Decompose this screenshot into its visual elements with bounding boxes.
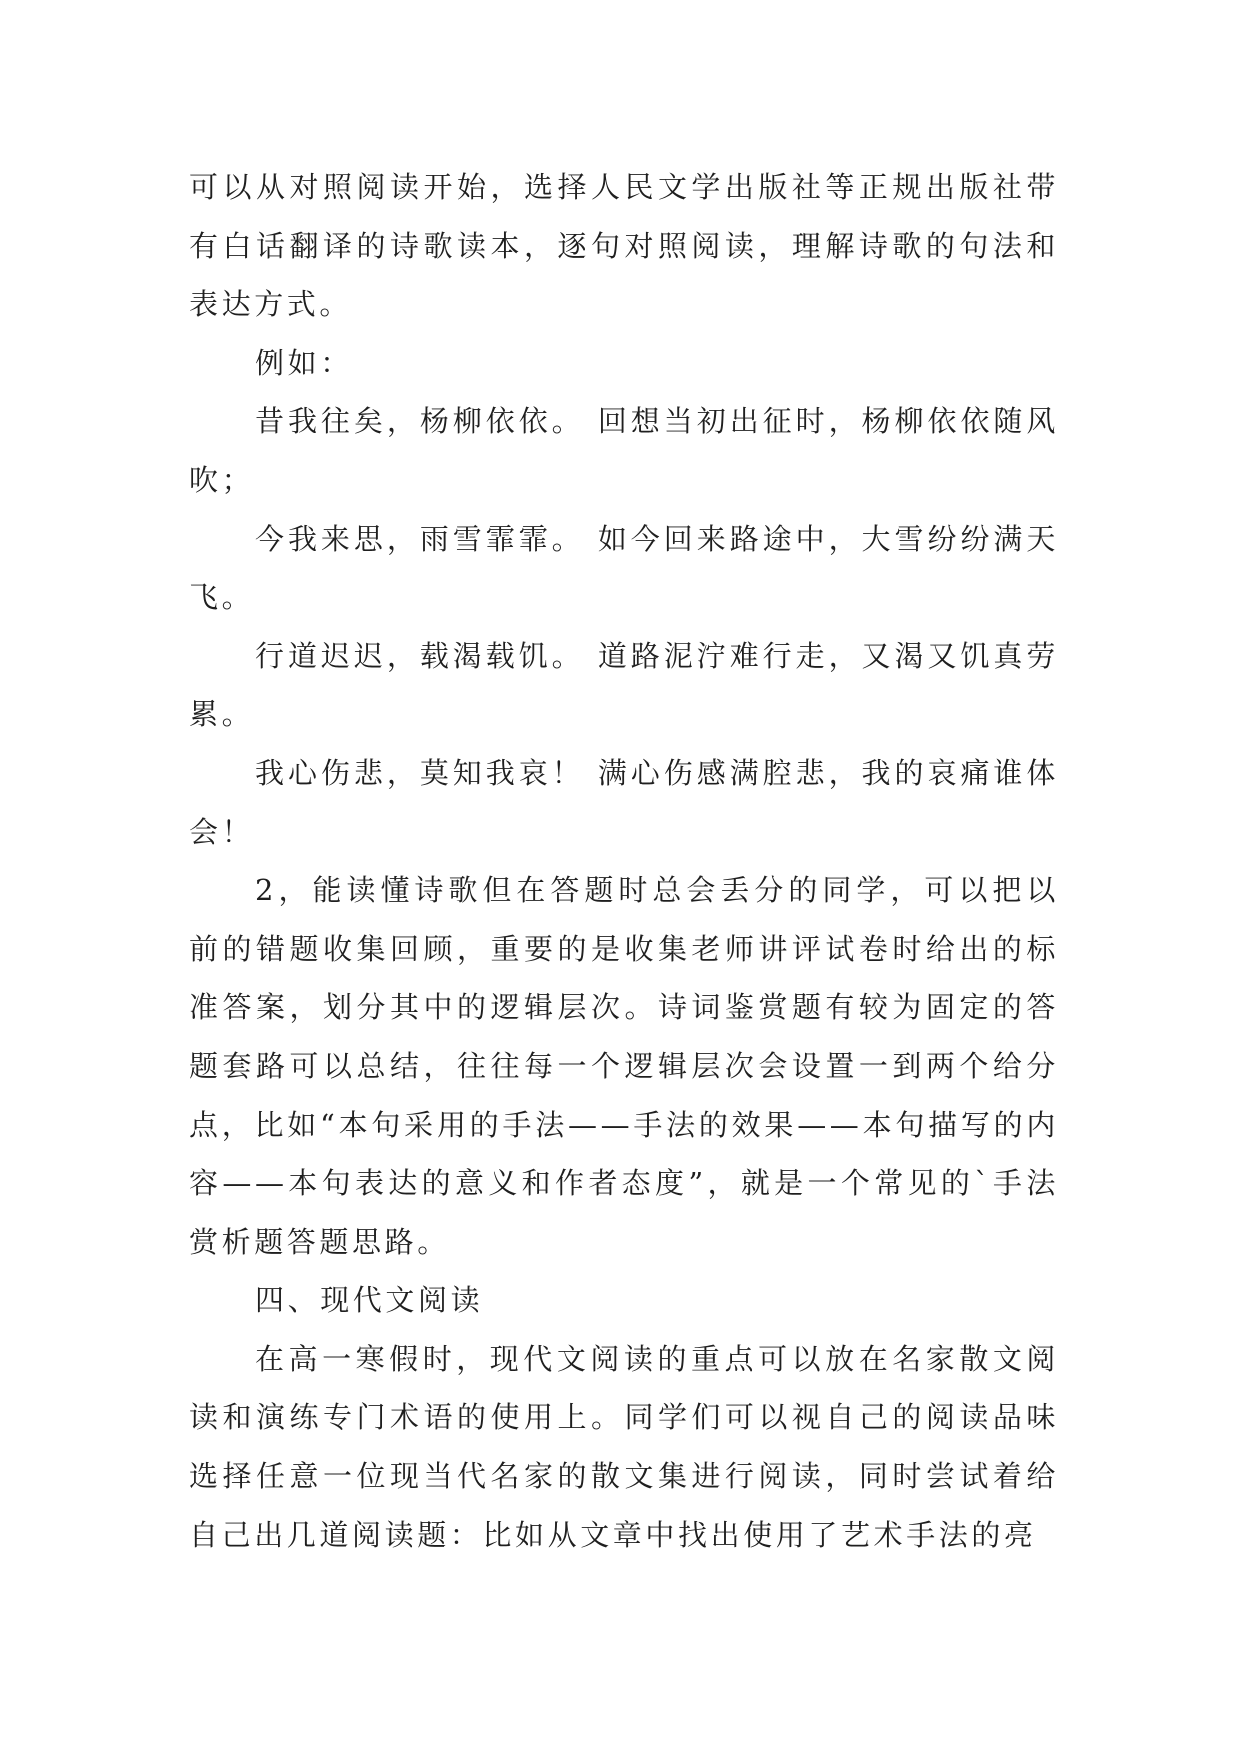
paragraph-example-label: 例如： (255, 345, 353, 380)
paragraph-poem-line-1: 昔我往矣，杨柳依依。 回想当初出征时，杨柳依依随风吹； (189, 404, 1059, 497)
paragraph-poem-line-3: 行道迟迟，载渴载饥。 道路泥泞难行走，又渴又饥真劳累。 (189, 638, 1059, 732)
paragraph-intro: 可以从对照阅读开始，选择人民文学出版社等正规出版社带有白话翻译的诗歌读本，逐句对照阅读，理解诗歌的句法和表达方式。 (189, 170, 1059, 322)
body-text (189, 158, 1059, 1564)
paragraph-tip-2: 2，能读懂诗歌但在答题时总会丢分的同学，可以把以前的错题收集回顾，重要的是收集老师讲评试卷时给出的标准答案，划分其中的逻辑层次。诗词鉴赏题有较为固定的答题套路可以总结，往往每一个逻辑层次会设置一到两个给分点，比如“本句采用的手法——手法的效果——本句描写的内容——本句表达的意义和作者态度”，就是一个常见的`手法赏析题答题思路。 (189, 873, 1059, 1259)
paragraph-modern-reading: 在高一寒假时，现代文阅读的重点可以放在名家散文阅读和演练专门术语的使用上。同学们可以视自己的阅读品味选择任意一位现当代名家的散文集进行阅读，同时尝试着给自己出几道阅读题：比如从文章中找出使用了艺术手法的亮 (189, 1341, 1059, 1552)
paragraph-poem-line-4: 我心伤悲，莫知我哀！ 满心伤感满腔悲，我的哀痛谁体会！ (189, 755, 1059, 849)
section-heading-modern-reading: 四、现代文阅读 (255, 1283, 484, 1318)
paragraph-poem-line-2: 今我来思，雨雪霏霏。 如今回来路途中，大雪纷纷满天飞。 (189, 521, 1059, 615)
